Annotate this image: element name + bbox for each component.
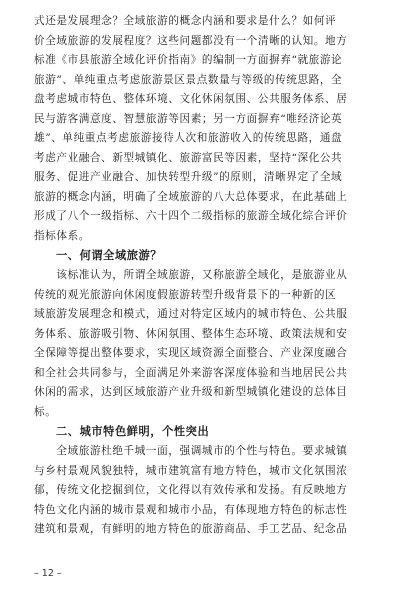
text-line: 服务、促进产业融合、加快转型升级”的原则，清晰界定了全域 bbox=[34, 171, 343, 183]
text-line: 标准《市县旅游全域化评价指南》的编制一方面摒弃“就旅游论 bbox=[34, 54, 343, 66]
text-line: 和全社会共同参与，全面满足外来游客深度体验和当地居民公共 bbox=[34, 366, 348, 379]
text-line: 旅游”、单纯重点考虑旅游景区景点数量与等级的传统思路，全 bbox=[34, 73, 343, 86]
text-line: 考虑产业融合、新型城镇化、旅游富民等因素，坚持“深化公共 bbox=[34, 151, 343, 164]
text-line: 郁，传统文化挖掘到位，文化得以有效传承和发扬。有反映地方 bbox=[34, 484, 348, 496]
paragraph-definition bbox=[34, 266, 370, 422]
text-line: 形成了八个一级指标、六十四个二级指标的旅游全域化综合评价 bbox=[34, 210, 348, 222]
text-line: 式还是发展理念？全域旅游的概念内涵和要求是什么？如何评 bbox=[34, 15, 337, 27]
text-line: 传统的观光旅游向休闲度假旅游转型升级背景下的一种新的区 bbox=[34, 288, 337, 301]
text-line: 休闲的需求，达到区域旅游产业升级和新型城镇化建设的总体目 bbox=[34, 386, 348, 398]
text-line: 指标体系。 bbox=[34, 229, 90, 242]
text-line: 该标准认为，所谓全域旅游，又称旅游全域化，是旅游业从 bbox=[34, 269, 348, 281]
document-page bbox=[34, 12, 370, 540]
text-line: 建筑和景观，有鲜明的地方特色的旅游商品、手工艺品、纪念品 bbox=[34, 523, 348, 535]
text-line: 务体系、旅游吸引物、休闲氛围、整体生态环境、政策法规和安 bbox=[34, 327, 348, 340]
text-line: 全域旅游杜绝千城一面，强调城市的个性与特色。要求城镇 bbox=[34, 445, 348, 457]
page-number: – 12 – bbox=[34, 568, 62, 579]
section-heading-1: 一、何谓全域旅游？ bbox=[56, 249, 163, 262]
text-line: 标。 bbox=[34, 405, 57, 418]
text-line: 民与游客满意度、智慧旅游等因素；另一方面摒弃“唯经济论英 bbox=[34, 112, 343, 125]
paragraph-city-character bbox=[34, 442, 370, 540]
text-line: 价全域旅游的发展程度？这些问题都没有一个清晰的认知。地方 bbox=[34, 34, 348, 47]
section-heading-2: 二、城市特色鲜明，个性突出 bbox=[56, 425, 210, 438]
text-line: 盘考虑城市特色、整体环境、文化休闲氛围、公共服务体系、居 bbox=[34, 93, 348, 105]
paragraph-intro bbox=[34, 12, 370, 246]
text-line: 与乡村景观风貌独特，城市建筑富有地方特色，城市文化氛围浓 bbox=[34, 464, 348, 477]
text-line: 域旅游发展理念和模式，通过对特定区域内的城市特色、公共服 bbox=[34, 308, 348, 320]
text-line: 雄”、单纯重点考虑旅游接待人次和旅游收入的传统思路，通盘 bbox=[34, 132, 343, 144]
text-line: 旅游的概念内涵，明确了全域旅游的八大总体要求，在此基础上 bbox=[34, 190, 348, 203]
text-line: 特色文化内涵的城市景观和城市小品，有体现地方特色的标志性 bbox=[34, 503, 348, 516]
text-line: 全保障等提出整体要求，实现区域资源全面整合、产业深度融合 bbox=[34, 347, 348, 359]
